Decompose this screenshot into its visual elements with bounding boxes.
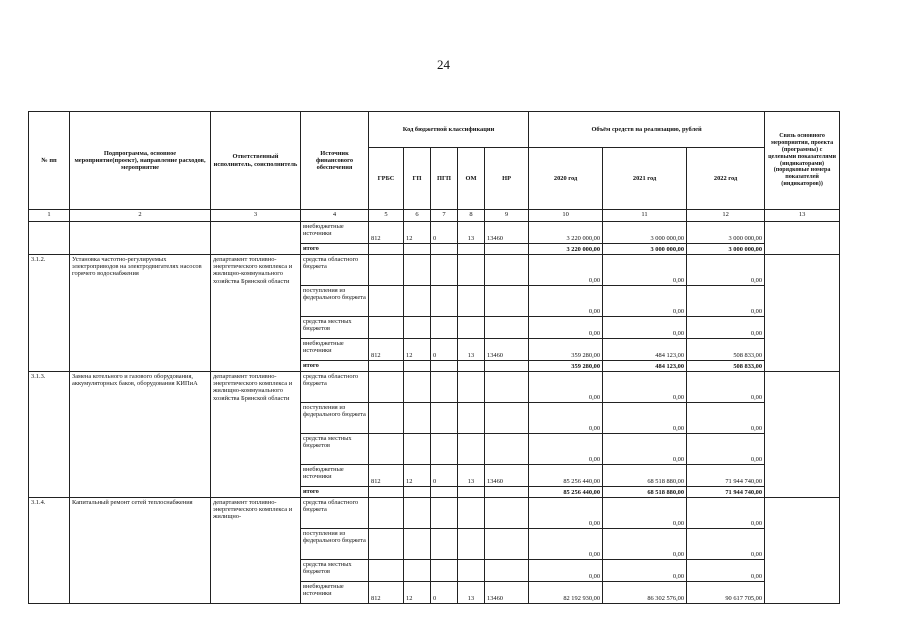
header-kbk: Код бюджетной классификации — [369, 112, 529, 148]
gp-cell: 12 — [404, 465, 431, 487]
page-number: 24 — [437, 57, 450, 72]
column-number: 10 — [529, 210, 603, 222]
source-cell: внебюджетные источники — [301, 339, 369, 361]
total-2022: 3 000 000,00 — [687, 244, 765, 255]
amount-2022: 0,00 — [687, 434, 765, 465]
amount-2022: 0,00 — [687, 317, 765, 339]
amount-2021: 0,00 — [603, 529, 687, 560]
total-2020: 3 220 000,00 — [529, 244, 603, 255]
column-number: 1 — [29, 210, 70, 222]
amount-2020: 0,00 — [529, 529, 603, 560]
item-number: 3.1.3. — [29, 372, 70, 498]
amount-2020: 3 220 000,00 — [529, 222, 603, 244]
item-responsible: департамент топливно-энергетического комплекса и жилищно-коммунального хозяйства Брянской области — [211, 255, 301, 372]
amount-2022: 0,00 — [687, 372, 765, 403]
source-cell: итого — [301, 361, 369, 372]
amount-2022: 0,00 — [687, 286, 765, 317]
header-gp: ГП — [404, 148, 431, 210]
source-cell: средства местных бюджетов — [301, 317, 369, 339]
source-cell: средства областного бюджета — [301, 498, 369, 529]
amount-2022: 0,00 — [687, 403, 765, 434]
amount-2021: 0,00 — [603, 434, 687, 465]
column-number: 8 — [458, 210, 485, 222]
table-row — [29, 255, 840, 286]
item-title: Установка частотно-регулируемых электроприводов на электродвигателях насосов горячего водоснабжения — [70, 255, 211, 372]
amount-2022: 71 944 740,00 — [687, 465, 765, 487]
header-om: ОМ — [458, 148, 485, 210]
budget-table — [28, 111, 840, 604]
source-cell: средства местных бюджетов — [301, 434, 369, 465]
header-responsible: Ответственный исполнитель, соисполнитель — [211, 112, 301, 210]
pgp-cell: 0 — [431, 339, 458, 361]
amount-2022: 508 833,00 — [687, 339, 765, 361]
total-2020: 85 256 440,00 — [529, 487, 603, 498]
gp-cell: 12 — [404, 339, 431, 361]
source-cell: итого — [301, 487, 369, 498]
pgp-cell: 0 — [431, 222, 458, 244]
item-responsible: департамент топливно-энергетического комплекса и жилищно-коммунального хозяйства Брянской области — [211, 372, 301, 498]
source-cell: внебюджетные источники — [301, 222, 369, 244]
nr-cell: 13460 — [485, 465, 529, 487]
grbs-cell: 812 — [369, 465, 404, 487]
column-number-row — [29, 210, 840, 222]
amount-2021: 0,00 — [603, 560, 687, 582]
header-program: Подпрограмма, основное мероприятие(проект), направление расходов, мероприятие — [70, 112, 211, 210]
total-2022: 71 944 740,00 — [687, 487, 765, 498]
column-number: 9 — [485, 210, 529, 222]
amount-2021: 0,00 — [603, 372, 687, 403]
nr-cell: 13460 — [485, 582, 529, 604]
om-cell: 13 — [458, 222, 485, 244]
column-number: 3 — [211, 210, 301, 222]
amount-2020: 359 280,00 — [529, 339, 603, 361]
amount-2022: 0,00 — [687, 255, 765, 286]
column-number: 12 — [687, 210, 765, 222]
amount-2021: 0,00 — [603, 255, 687, 286]
column-number: 5 — [369, 210, 404, 222]
amount-2020: 0,00 — [529, 498, 603, 529]
amount-2021: 0,00 — [603, 286, 687, 317]
amount-2022: 3 000 000,00 — [687, 222, 765, 244]
amount-2020: 0,00 — [529, 403, 603, 434]
source-cell: средства местных бюджетов — [301, 560, 369, 582]
column-number: 7 — [431, 210, 458, 222]
source-cell: поступления из федерального бюджета — [301, 403, 369, 434]
amount-2021: 0,00 — [603, 498, 687, 529]
pgp-cell: 0 — [431, 582, 458, 604]
om-cell: 13 — [458, 339, 485, 361]
table-row — [29, 222, 840, 244]
amount-2021: 0,00 — [603, 317, 687, 339]
source-cell: поступления из федерального бюджета — [301, 529, 369, 560]
gp-cell: 12 — [404, 582, 431, 604]
item-number: 3.1.4. — [29, 498, 70, 604]
source-cell: итого — [301, 244, 369, 255]
source-cell: поступления из федерального бюджета — [301, 286, 369, 317]
nr-cell: 13460 — [485, 339, 529, 361]
source-cell: средства областного бюджета — [301, 372, 369, 403]
table-row — [29, 498, 840, 529]
amount-2022: 0,00 — [687, 560, 765, 582]
header-volume: Объём средств на реализацию, рублей — [529, 112, 765, 148]
item-responsible: департамент топливно-энергетического комплекса и жилищно- — [211, 498, 301, 604]
grbs-cell: 812 — [369, 222, 404, 244]
om-cell: 13 — [458, 465, 485, 487]
header-num: № пп — [29, 112, 70, 210]
amount-2020: 0,00 — [529, 317, 603, 339]
amount-2020: 0,00 — [529, 255, 603, 286]
amount-2020: 0,00 — [529, 372, 603, 403]
total-2021: 484 123,00 — [603, 361, 687, 372]
item-title: Замена котельного и газового оборудования, аккумуляторных баков, оборудования КИПиА — [70, 372, 211, 498]
amount-2021: 68 518 880,00 — [603, 465, 687, 487]
column-number: 4 — [301, 210, 369, 222]
header-relation: Связь основного мероприятия, проекта (программы) с целевыми показателями (индикаторами) (порядковые номера показателей (индикаторов)) — [765, 112, 840, 210]
header-nr: НР — [485, 148, 529, 210]
header-2022: 2022 год — [687, 148, 765, 210]
header-2020: 2020 год — [529, 148, 603, 210]
amount-2020: 0,00 — [529, 434, 603, 465]
amount-2020: 85 256 440,00 — [529, 465, 603, 487]
total-2021: 3 000 000,00 — [603, 244, 687, 255]
source-cell: средства областного бюджета — [301, 255, 369, 286]
source-cell: внебюджетные источники — [301, 582, 369, 604]
gp-cell: 12 — [404, 222, 431, 244]
amount-2021: 86 302 576,00 — [603, 582, 687, 604]
amount-2020: 0,00 — [529, 286, 603, 317]
amount-2022: 90 617 705,00 — [687, 582, 765, 604]
column-number: 6 — [404, 210, 431, 222]
header-pgp: ПГП — [431, 148, 458, 210]
amount-2020: 82 192 930,00 — [529, 582, 603, 604]
amount-2021: 0,00 — [603, 403, 687, 434]
total-2022: 508 833,00 — [687, 361, 765, 372]
column-number: 2 — [70, 210, 211, 222]
om-cell: 13 — [458, 582, 485, 604]
column-number: 11 — [603, 210, 687, 222]
table-row — [29, 372, 840, 403]
item-title: Капитальный ремонт сетей теплоснабжения — [70, 498, 211, 604]
amount-2021: 484 123,00 — [603, 339, 687, 361]
amount-2022: 0,00 — [687, 529, 765, 560]
item-number: 3.1.2. — [29, 255, 70, 372]
grbs-cell: 812 — [369, 339, 404, 361]
total-2021: 68 518 880,00 — [603, 487, 687, 498]
header-grbs: ГРБС — [369, 148, 404, 210]
amount-2020: 0,00 — [529, 560, 603, 582]
pgp-cell: 0 — [431, 465, 458, 487]
amount-2021: 3 000 000,00 — [603, 222, 687, 244]
header-2021: 2021 год — [603, 148, 687, 210]
total-2020: 359 280,00 — [529, 361, 603, 372]
header-source: Источник финансового обеспечения — [301, 112, 369, 210]
column-number: 13 — [765, 210, 840, 222]
nr-cell: 13460 — [485, 222, 529, 244]
amount-2022: 0,00 — [687, 498, 765, 529]
grbs-cell: 812 — [369, 582, 404, 604]
source-cell: внебюджетные источники — [301, 465, 369, 487]
